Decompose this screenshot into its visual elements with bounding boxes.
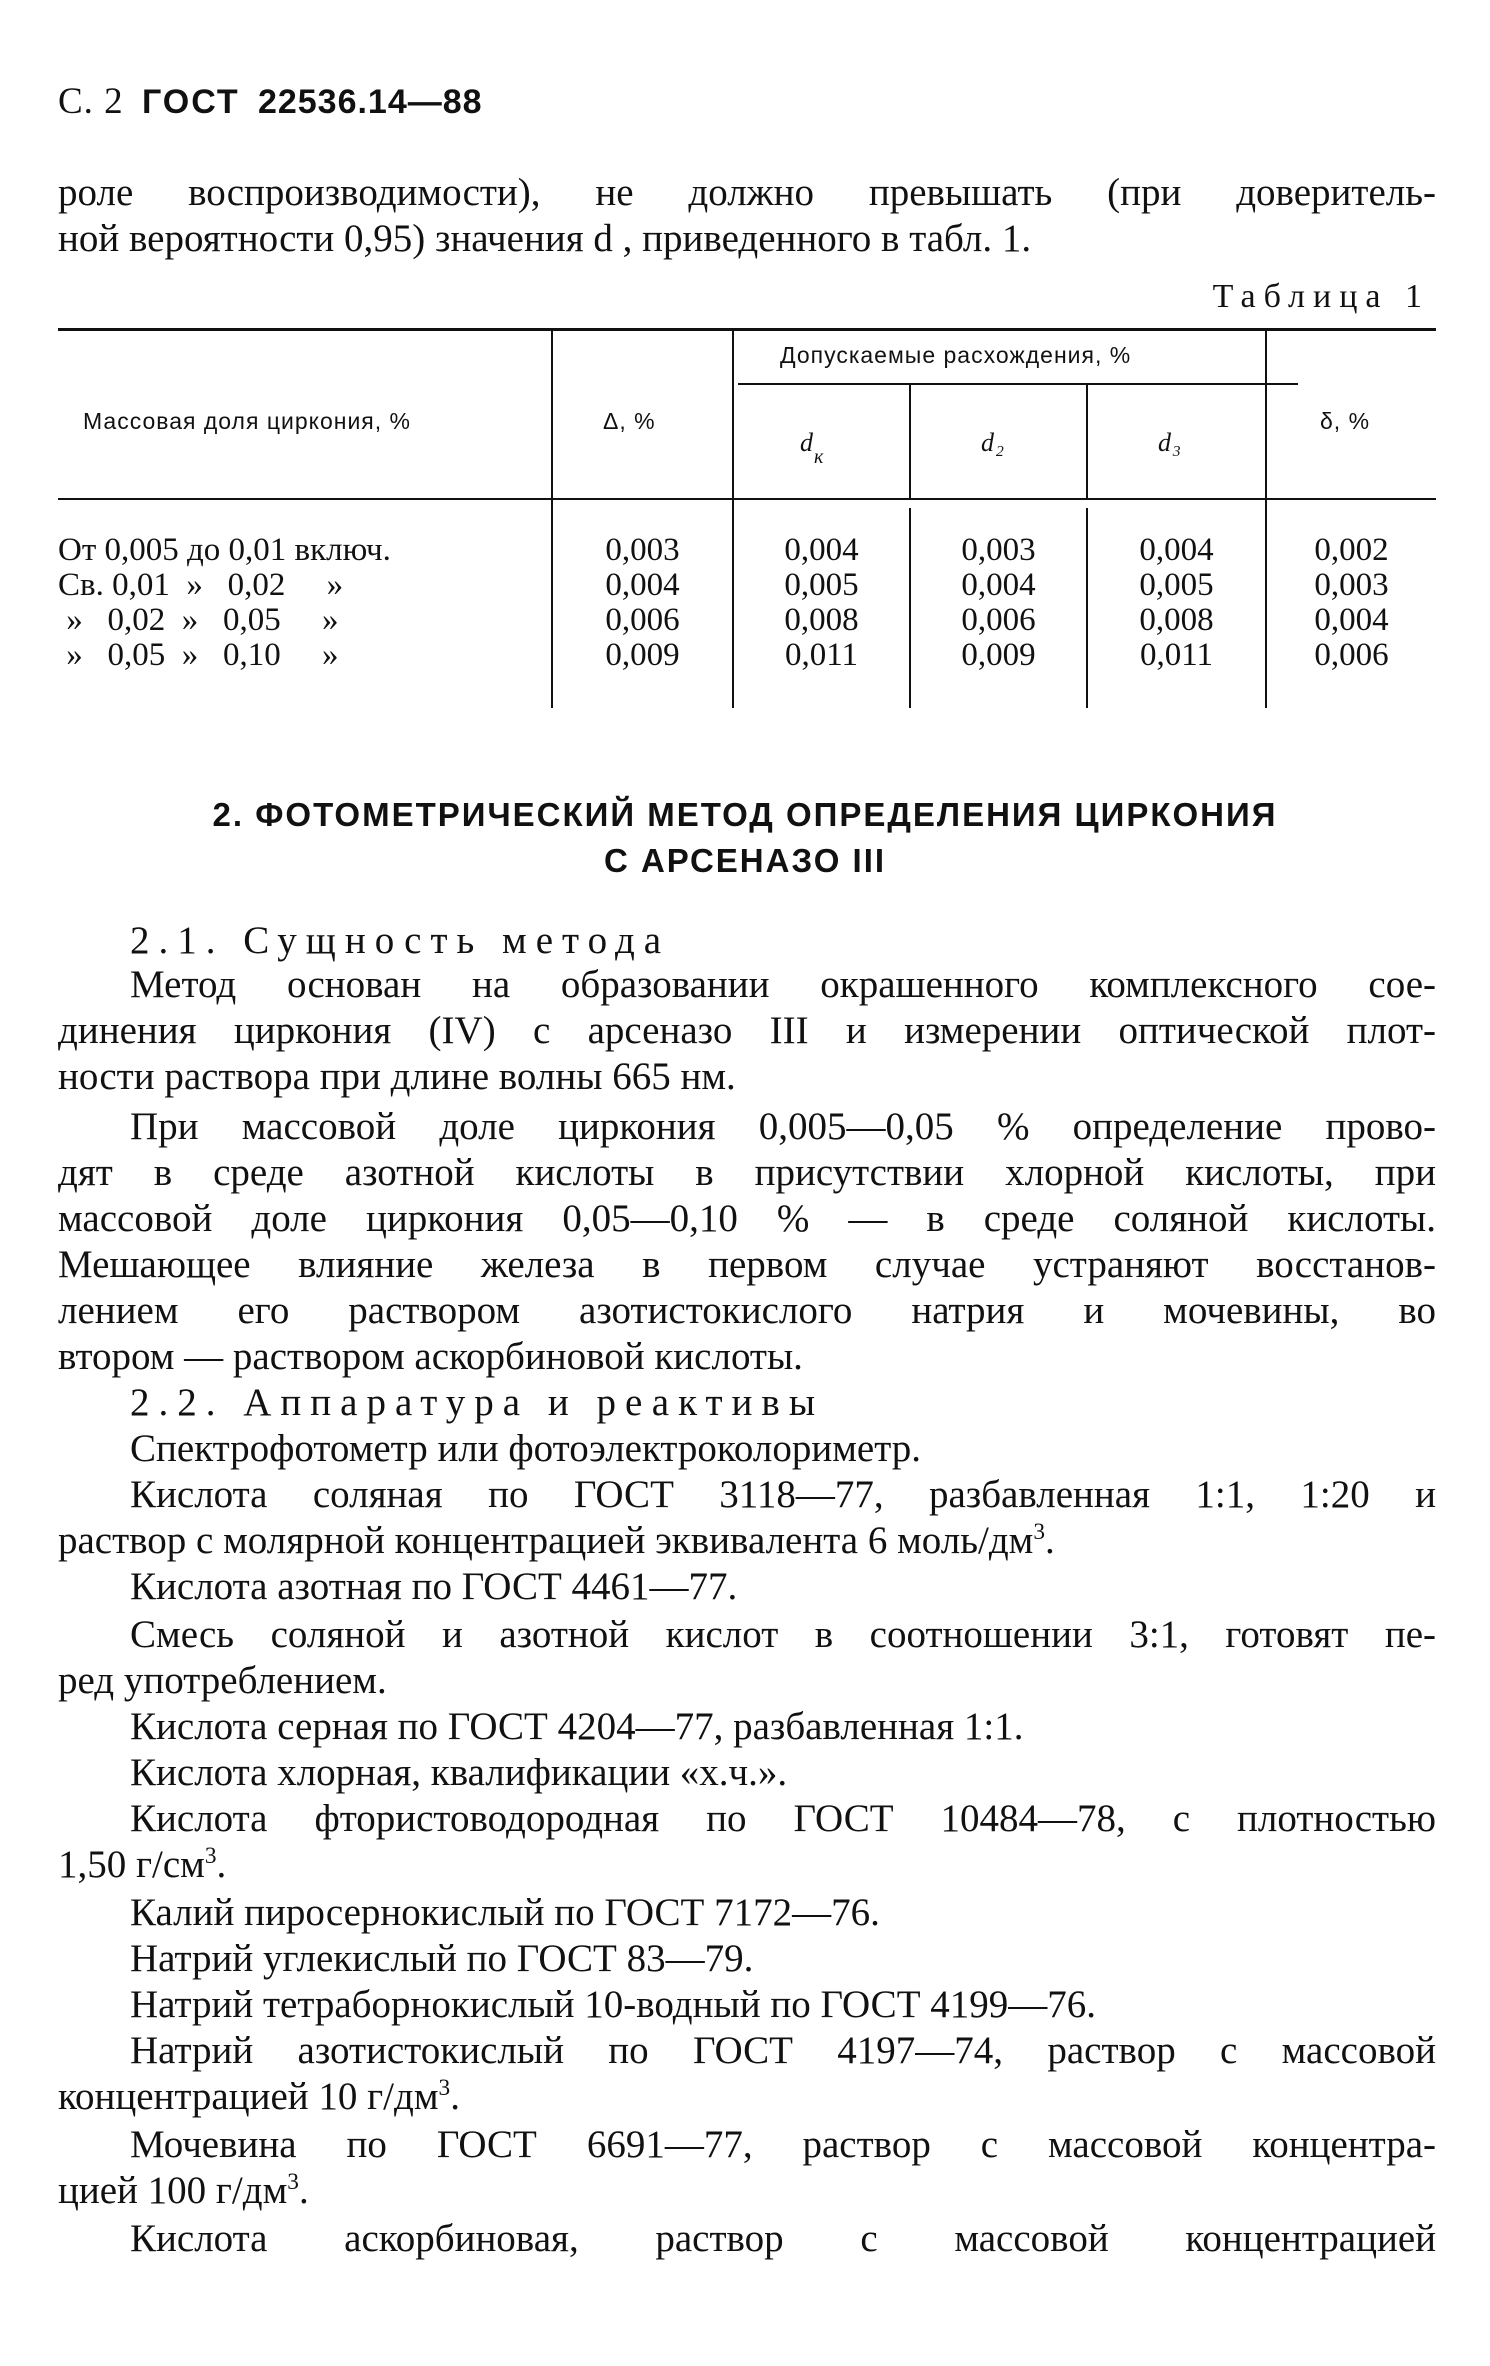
reagent-line: раствор с молярной концентрацией эквивалента 6 моль/$дм^3$.: [58, 1519, 1055, 1562]
paragraph-line: Метод основан на образовании окрашенного комплексного сое-: [130, 963, 1436, 1006]
page-header: [58, 80, 483, 123]
page-number: С. 2: [58, 81, 124, 122]
reagent-line: Натрий углекислый по ГОСТ 83—79.: [130, 1937, 754, 1980]
table-top-rule: [58, 328, 1436, 331]
table-cell-d3: 0,005: [1139, 567, 1214, 603]
table-cell-d3: 0,004: [1139, 532, 1214, 568]
col-header-delta: Δ, %: [603, 408, 656, 434]
reagent-line: Спектрофотометр или фотоэлектроколориметр.: [130, 1427, 921, 1470]
reagent-line: Кислота фтористоводородная по ГОСТ 10484—78, с плотностью: [130, 1797, 1436, 1840]
col-header-allowed: Допускаемые расхождения, %: [780, 342, 1132, 368]
subsection-heading: 2.2. Аппаратура и реактивы: [130, 1381, 825, 1424]
table-cell-sigma: 0,003: [1314, 567, 1389, 603]
reagent-line: ред употреблением.: [58, 1659, 387, 1702]
col-header-mass: Массовая доля циркония, %: [83, 408, 411, 434]
col-header-sigma: δ, %: [1320, 408, 1371, 434]
table-cell-sigma: 0,002: [1314, 532, 1389, 568]
reagent-line: цией 100 $г/дм^3$.: [58, 2169, 309, 2212]
col-header-dk: $d_к$: [800, 428, 825, 468]
table-cell-d2: 0,009: [961, 637, 1036, 673]
reagent-line: 1,50 $г/см^3$.: [58, 1843, 227, 1886]
table-subheader-rule: [738, 383, 1298, 385]
reagent-line: Смесь соляной и азотной кислот в соотношении 3:1, готовят пе-: [130, 1613, 1436, 1656]
reagent-line: Натрий азотистокислый по ГОСТ 4197—74, раствор с массовой: [130, 2029, 1436, 2072]
reagent-line: Кислота серная по ГОСТ 4204—77, разбавленная 1:1.: [130, 1705, 1024, 1748]
subsection-heading: 2.1. Сущность метода: [130, 919, 671, 962]
paragraph-line: втором — раствором аскорбиновой кислоты.: [58, 1335, 803, 1378]
reagent-line: Кислота хлорная, квалификации «х.ч.».: [130, 1751, 788, 1794]
paragraph-line: динения циркония (IV) с арсеназо III и измерении оптической плот-: [58, 1009, 1436, 1052]
table-header-rule: [58, 498, 1436, 500]
table-cell-delta: 0,006: [605, 602, 680, 638]
reagent-line: Кислота азотная по ГОСТ 4461—77.: [130, 1565, 738, 1608]
intro-line: ной вероятности 0,95) значения d , приведенного в табл. 1.: [58, 217, 1032, 260]
reagent-line: концентрацией 10 $г/дм^3$.: [58, 2075, 460, 2118]
table-cell-mass: » 0,05 » 0,10 »: [58, 637, 339, 673]
reagent-line: Натрий тетраборнокислый 10-водный по ГОСТ 4199—76.: [130, 1983, 1097, 2026]
table-cell-d2: 0,003: [961, 532, 1036, 568]
table-cell-d2: 0,004: [961, 567, 1036, 603]
paragraph-line: лением его раствором азотистокислого натрия и мочевины, во: [58, 1289, 1436, 1332]
section-title: С АРСЕНАЗО III: [603, 842, 887, 879]
table-caption: Таблица 1: [1212, 278, 1430, 315]
gost-label: ГОСТ: [141, 83, 240, 121]
col-header-d3: d₃: [1158, 428, 1183, 457]
table-cell-dk: 0,004: [784, 532, 859, 568]
paragraph-line: Мешающее влияние железа в первом случае устраняют восстанов-: [58, 1243, 1436, 1286]
table-cell-mass: От 0,005 до 0,01 включ.: [58, 532, 391, 568]
reagent-line: Мочевина по ГОСТ 6691—77, раствор с массовой концентра-: [130, 2123, 1436, 2166]
tolerance-table: [58, 328, 1436, 708]
paragraph-line: массовой доле циркония 0,05—0,10 % — в среде соляной кислоты.: [58, 1197, 1436, 1240]
table-cell-delta: 0,009: [605, 637, 680, 673]
table-cell-d3: 0,008: [1139, 602, 1214, 638]
section-title: 2. ФОТОМЕТРИЧЕСКИЙ МЕТОД ОПРЕДЕЛЕНИЯ ЦИРКОНИЯ: [212, 796, 1278, 833]
col-header-d2: d₂: [981, 428, 1006, 457]
table-cell-sigma: 0,004: [1314, 602, 1389, 638]
table-cell-delta: 0,003: [605, 532, 680, 568]
table-col-divider: [909, 385, 911, 498]
table-col-divider: [1086, 385, 1088, 498]
intro-line: роле воспроизводимости), не должно превышать (при доверитель-: [58, 171, 1436, 214]
table-cell-d2: 0,006: [961, 602, 1036, 638]
paragraph-line: ности раствора при длине волны 665 нм.: [58, 1055, 736, 1098]
reagent-line: Калий пиросернокислый по ГОСТ 7172—76.: [130, 1891, 880, 1934]
reagent-line: Кислота аскорбиновая, раствор с массовой концентрацией: [130, 2217, 1436, 2260]
paragraph-line: При массовой доле циркония 0,005—0,05 % определение прово-: [130, 1105, 1436, 1148]
table-cell-dk: 0,008: [784, 602, 859, 638]
table-cell-d3: 0,011: [1139, 637, 1214, 673]
table-cell-delta: 0,004: [605, 567, 680, 603]
paragraph-line: дят в среде азотной кислоты в присутствии хлорной кислоты, при: [58, 1151, 1436, 1194]
table-cell-mass: » 0,02 » 0,05 »: [58, 602, 339, 638]
reagent-line: Кислота соляная по ГОСТ 3118—77, разбавленная 1:1, 1:20 и: [130, 1473, 1436, 1516]
table-cell-dk: 0,005: [784, 567, 859, 603]
table-cell-sigma: 0,006: [1314, 637, 1389, 673]
gost-number: 22536.14—88: [257, 83, 483, 121]
table-cell-dk: 0,011: [784, 637, 859, 673]
table-cell-mass: Св. 0,01 » 0,02 »: [58, 567, 344, 603]
